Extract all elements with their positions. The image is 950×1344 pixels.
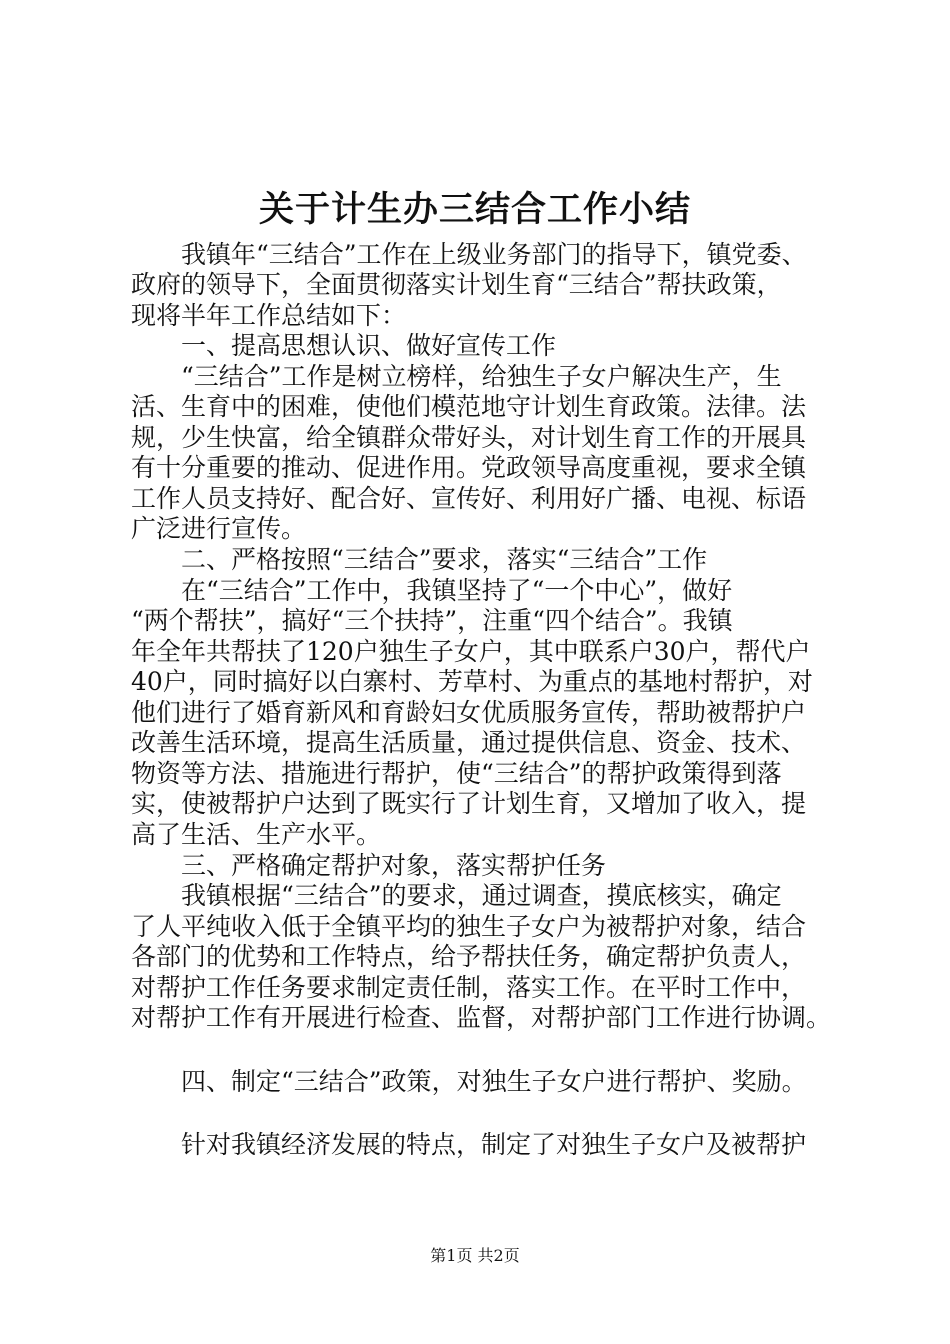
body-line: 规，少生快富，给全镇群众带好头，对计划生育工作的开展具 xyxy=(131,423,807,452)
document-title: 关于计生办三结合工作小结 xyxy=(258,189,691,230)
body-line: 改善生活环境，提高生活质量，通过提供信息、资金、技术、 xyxy=(131,728,807,757)
body-line: 针对我镇经济发展的特点，制定了对独生子女户及被帮护 xyxy=(131,1130,807,1159)
body-line: 实，使被帮护户达到了既实行了计划生育，又增加了收入，提 xyxy=(131,789,807,818)
body-line: 对帮护工作任务要求制定责任制，落实工作。在平时工作中， xyxy=(131,973,807,1002)
body-line: 我镇年“三结合”工作在上级业务部门的指导下，镇党委、 xyxy=(131,240,807,269)
section-heading: 四、制定“三结合”政策，对独生子女户进行帮护、奖励。 xyxy=(131,1067,807,1096)
section-heading: 一、提高思想认识、做好宣传工作 xyxy=(131,331,557,360)
body-line: 对帮护工作有开展进行检查、监督，对帮护部门工作进行协调。 xyxy=(131,1003,832,1032)
body-line: 40户，同时搞好以白寨村、芳草村、为重点的基地村帮护，对 xyxy=(131,667,813,696)
body-line: 现将半年工作总结如下： xyxy=(131,301,407,330)
body-line: 政府的领导下，全面贯彻落实计划生育“三结合”帮扶政策， xyxy=(131,270,782,299)
body-line: 了人平纯收入低于全镇平均的独生子女户为被帮护对象，结合 xyxy=(131,912,807,941)
body-line: 在“三结合”工作中，我镇坚持了“一个中心”，做好 xyxy=(131,576,733,605)
section-heading: 二、严格按照“三结合”要求，落实“三结合”工作 xyxy=(131,545,708,574)
body-line: 高了生活、生产水平。 xyxy=(131,820,382,849)
body-line: 年全年共帮扶了120户独生子女户，其中联系户30户，帮代户 xyxy=(131,637,811,666)
body-line: 广泛进行宣传。 xyxy=(131,514,307,543)
body-line: “三结合”工作是树立榜样，给独生子女户解决生产，生 xyxy=(131,362,782,391)
body-line: 他们进行了婚育新风和育龄妇女优质服务宣传，帮助被帮护户 xyxy=(131,698,807,727)
body-line: 物资等方法、措施进行帮护，使“三结合”的帮护政策得到落 xyxy=(131,759,782,788)
body-line: 有十分重要的推动、促进作用。党政领导高度重视，要求全镇 xyxy=(131,453,807,482)
body-line: 活、生育中的困难，使他们模范地守计划生育政策。法律。法 xyxy=(131,392,807,421)
body-line: “两个帮扶”，搞好“三个扶持”，注重“四个结合”。我镇 xyxy=(131,606,733,635)
body-line: 我镇根据“三结合”的要求，通过调查，摸底核实，确定 xyxy=(131,881,782,910)
body-line: 各部门的优势和工作特点，给予帮扶任务，确定帮护负责人， xyxy=(131,942,807,971)
section-heading: 三、严格确定帮护对象，落实帮护任务 xyxy=(131,851,607,880)
body-line: 工作人员支持好、配合好、宣传好、利用好广播、电视、标语 xyxy=(131,484,807,513)
page-footer: 第1页 共2页 xyxy=(430,1246,520,1265)
